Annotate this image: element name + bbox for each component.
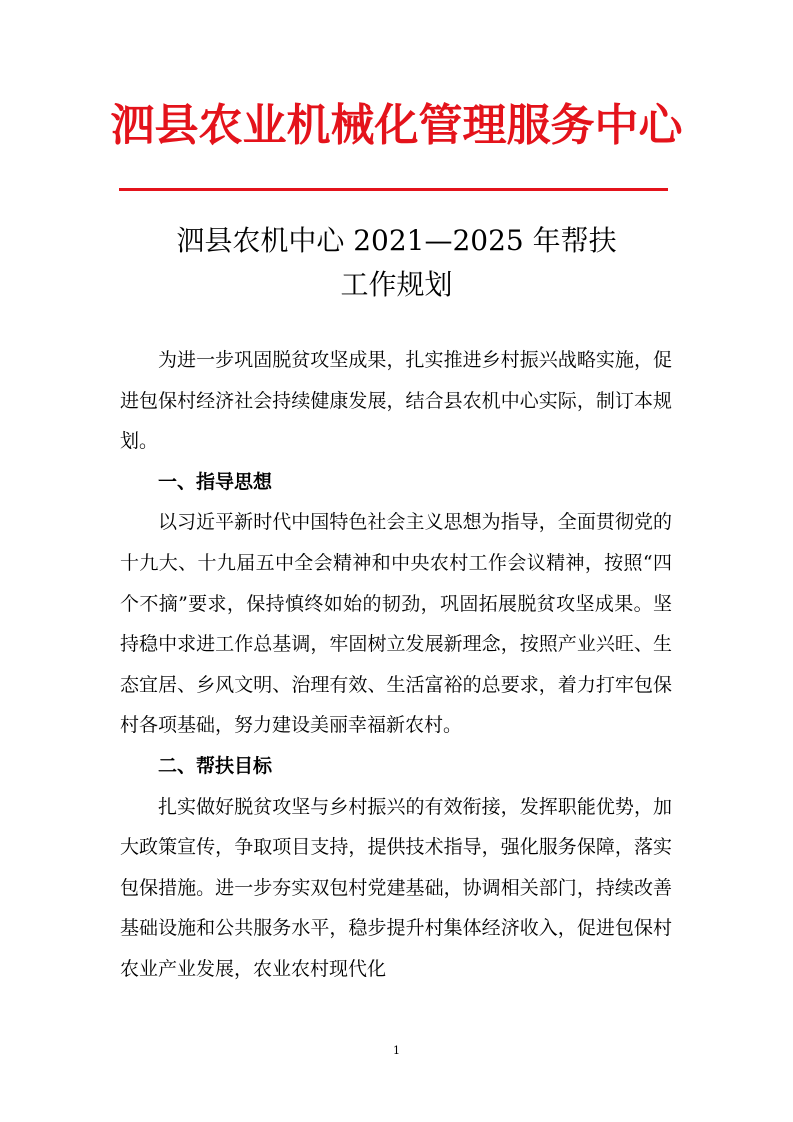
section-heading-assistance-goals: 二、帮扶目标 xyxy=(158,754,273,777)
guiding-ideology-paragraph: 以习近平新时代中国特色社会主义思想为指导，全面贯彻党的十九大、十九届五中全会精神和中央农村工作会议精神，按照“四个不摘”要求，保持慎终如始的韧劲，巩固拓展脱贫攻坚成果。坚持稳中求进工作总基调，牢固树立发展新理念，按照产业兴旺、生态宜居、乡风文明、治理有效、生活富裕的总要求，着力打牢包保村各项基础，努力建设美丽幸福新农村。 xyxy=(120,511,672,737)
document-body xyxy=(120,340,672,990)
document-title-line-2: 工作规划 xyxy=(340,268,453,301)
letterhead-org-name: 泗县农业机械化管理服务中心 xyxy=(110,100,683,151)
section-heading-guiding-ideology: 一、指导思想 xyxy=(158,470,273,493)
letterhead-red-rule xyxy=(119,188,668,191)
assistance-goals-paragraph: 扎实做好脱贫攻坚与乡村振兴的有效衔接，发挥职能优势，加大政策宣传，争取项目支持，提供技术指导，强化服务保障，落实包保措施。进一步夯实双包村党建基础，协调相关部门，持续改善基础设施和公共服务水平，稳步提升村集体经济收入，促进包保村农业产业发展，农业农村现代化 xyxy=(120,795,672,980)
document-title-line-1: 泗县农机中心 2021—2025 年帮扶 xyxy=(176,224,617,257)
intro-paragraph: 为进一步巩固脱贫攻坚成果，扎实推进乡村振兴战略实施，促进包保村经济社会持续健康发展，结合县农机中心实际，制订本规划。 xyxy=(120,349,672,453)
page-number: 1 xyxy=(393,1044,400,1057)
